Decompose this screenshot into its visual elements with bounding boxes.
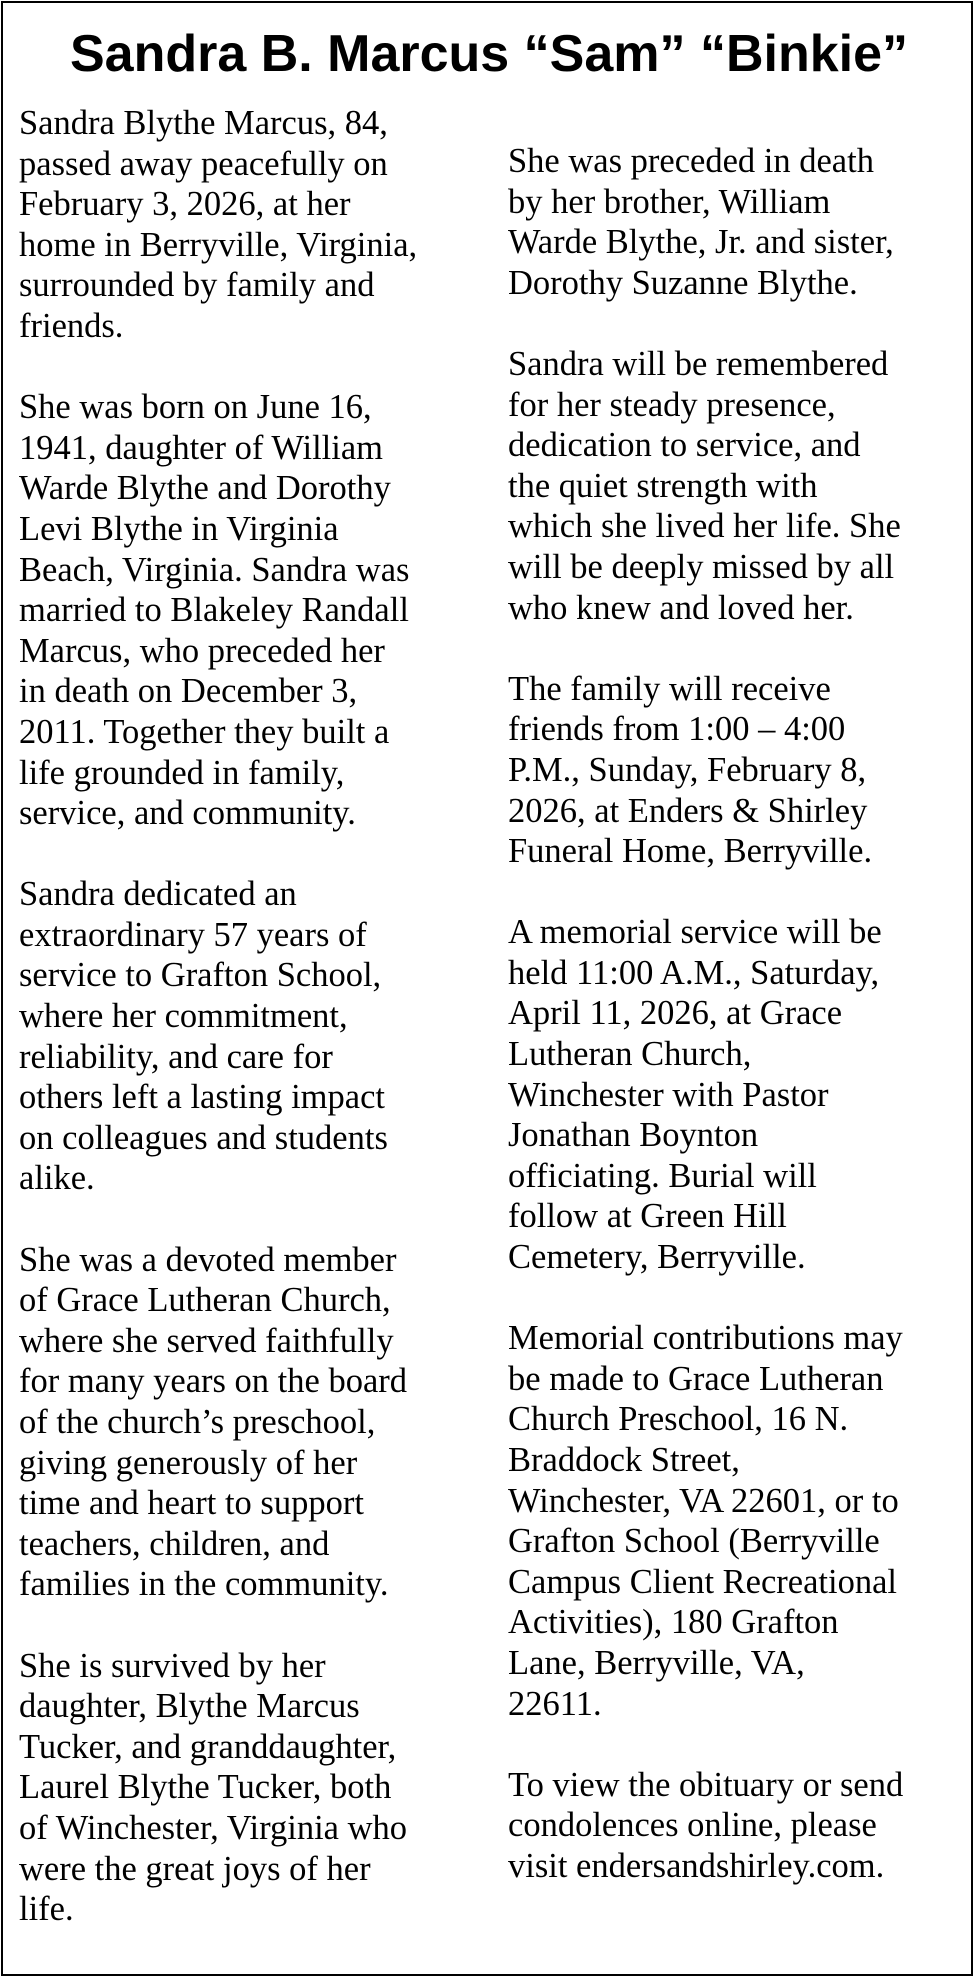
paragraph-line: by her brother, William (508, 182, 831, 221)
paragraph-line: time and heart to support (19, 1484, 364, 1523)
paragraph-line: will be deeply missed by all (508, 547, 895, 586)
paragraph-line: dedication to service, and (508, 426, 861, 465)
paragraph-line: teachers, children, and (19, 1524, 330, 1563)
paragraph-line: be made to Grace Lutheran (508, 1359, 884, 1398)
obituary-paragraph (19, 1646, 489, 1930)
paragraph-line: of Winchester, Virginia who (19, 1808, 408, 1847)
obituary-paragraph (19, 103, 489, 347)
paragraph-line: Marcus, who preceded her (19, 631, 385, 670)
paragraph-line: Memorial contributions may (508, 1319, 903, 1358)
obituary-paragraph (508, 1318, 970, 1724)
paragraph-line: Tucker, and granddaughter, (19, 1727, 397, 1766)
right-column (508, 141, 970, 1887)
paragraph-line: 22611. (508, 1684, 602, 1723)
obituary-paragraph (508, 344, 970, 628)
paragraph-line: 2026, at Enders & Shirley (508, 791, 868, 830)
paragraph-line: Cemetery, Berryville. (508, 1238, 806, 1277)
obituary-paragraph (508, 1765, 970, 1887)
paragraph-line: She was born on June 16, (19, 388, 372, 427)
paragraph-line: condolences online, please (508, 1806, 877, 1845)
paragraph-line: A memorial service will be (508, 913, 882, 952)
paragraph-line: Winchester, VA 22601, or to (508, 1481, 899, 1520)
paragraph-line: for many years on the board (19, 1362, 407, 1401)
paragraph-line: Sandra Blythe Marcus, 84, (19, 104, 388, 142)
paragraph-line: Lutheran Church, (508, 1035, 752, 1074)
left-column (19, 103, 489, 1930)
paragraph-line: Winchester with Pastor (508, 1075, 829, 1114)
paragraph-line: in death on December 3, (19, 672, 358, 711)
paragraph-line: of Grace Lutheran Church, (19, 1281, 391, 1320)
paragraph-line: Funeral Home, Berryville. (508, 832, 873, 871)
paragraph-line: families in the community. (19, 1565, 389, 1604)
paragraph-line: for her steady presence, (508, 385, 836, 424)
paragraph-line: Laurel Blythe Tucker, both (19, 1768, 392, 1807)
paragraph-line: She is survived by her (19, 1646, 326, 1685)
paragraph-line: service, and community. (19, 794, 356, 833)
paragraph-line: She was preceded in death (508, 142, 874, 180)
paragraph-line: the quiet strength with (508, 466, 818, 505)
paragraph-line: held 11:00 A.M., Saturday, (508, 953, 880, 992)
paragraph-line: Beach, Virginia. Sandra was (19, 550, 410, 589)
paragraph-line: extraordinary 57 years of (19, 915, 367, 954)
paragraph-line: life grounded in family, (19, 753, 345, 792)
obituary-frame (1, 1, 973, 1976)
paragraph-line: Warde Blythe, Jr. and sister, (508, 223, 894, 262)
paragraph-line: follow at Green Hill (508, 1197, 787, 1236)
paragraph-line: Campus Client Recreational (508, 1562, 897, 1601)
obituary-paragraph (508, 912, 970, 1277)
paragraph-line: Warde Blythe and Dorothy (19, 469, 391, 508)
paragraph-line: giving generously of her (19, 1443, 358, 1482)
paragraph-line: others left a lasting impact (19, 1078, 385, 1117)
paragraph-line: surrounded by family and (19, 266, 375, 305)
paragraph-line: on colleagues and students (19, 1118, 388, 1157)
paragraph-line: Sandra dedicated an (19, 875, 297, 914)
paragraph-line: Activities), 180 Grafton (508, 1603, 839, 1642)
paragraph-line: Jonathan Boynton (508, 1116, 759, 1155)
paragraph-line: alike. (19, 1159, 95, 1198)
paragraph-line: 1941, daughter of William (19, 428, 383, 467)
paragraph-line: visit endersandshirley.com. (508, 1846, 885, 1885)
paragraph-line: P.M., Sunday, February 8, (508, 750, 867, 789)
paragraph-line: of the church’s preschool, (19, 1403, 376, 1441)
obituary-paragraph (508, 669, 970, 872)
paragraph-line: married to Blakeley Randall (19, 591, 409, 630)
obituary-paragraph (19, 387, 489, 834)
paragraph-line: Dorothy Suzanne Blythe. (508, 263, 858, 302)
paragraph-line: where her commitment, (19, 997, 348, 1036)
paragraph-line: Levi Blythe in Virginia (19, 509, 339, 548)
paragraph-line: were the great joys of her (19, 1849, 371, 1888)
paragraph-line: home in Berryville, Virginia, (19, 225, 418, 264)
paragraph-line: Church Preschool, 16 N. (508, 1400, 849, 1439)
paragraph-line: She was a devoted member (19, 1240, 397, 1279)
paragraph-line: The family will receive (508, 669, 831, 708)
paragraph-line: friends from 1:00 – 4:00 (508, 710, 846, 749)
paragraph-line: friends. (19, 306, 124, 345)
paragraph-line: life. (19, 1890, 74, 1929)
paragraph-line: April 11, 2026, at Grace (508, 994, 843, 1033)
paragraph-line: which she lived her life. She (508, 507, 901, 546)
paragraph-line: Braddock Street, (508, 1441, 740, 1479)
paragraph-line: passed away peacefully on (19, 144, 388, 183)
obituary-paragraph (508, 141, 970, 303)
paragraph-line: where she served faithfully (19, 1321, 394, 1360)
paragraph-line: February 3, 2026, at her (19, 185, 351, 224)
obituary-paragraph (19, 874, 489, 1199)
paragraph-line: who knew and loved her. (508, 588, 854, 627)
paragraph-line: To view the obituary or send (508, 1765, 904, 1804)
paragraph-line: reliability, and care for (19, 1037, 333, 1076)
paragraph-line: service to Grafton School, (19, 956, 382, 995)
paragraph-line: Grafton School (Berryville (508, 1522, 880, 1561)
paragraph-line: Sandra will be remembered (508, 344, 889, 383)
paragraph-line: 2011. Together they built a (19, 712, 390, 751)
paragraph-line: Lane, Berryville, VA, (508, 1643, 805, 1682)
obituary-title: Sandra B. Marcus “Sam” “Binkie” (69, 25, 909, 83)
paragraph-line: daughter, Blythe Marcus (19, 1687, 360, 1726)
obituary-paragraph (19, 1240, 489, 1605)
paragraph-line: officiating. Burial will (508, 1156, 817, 1195)
